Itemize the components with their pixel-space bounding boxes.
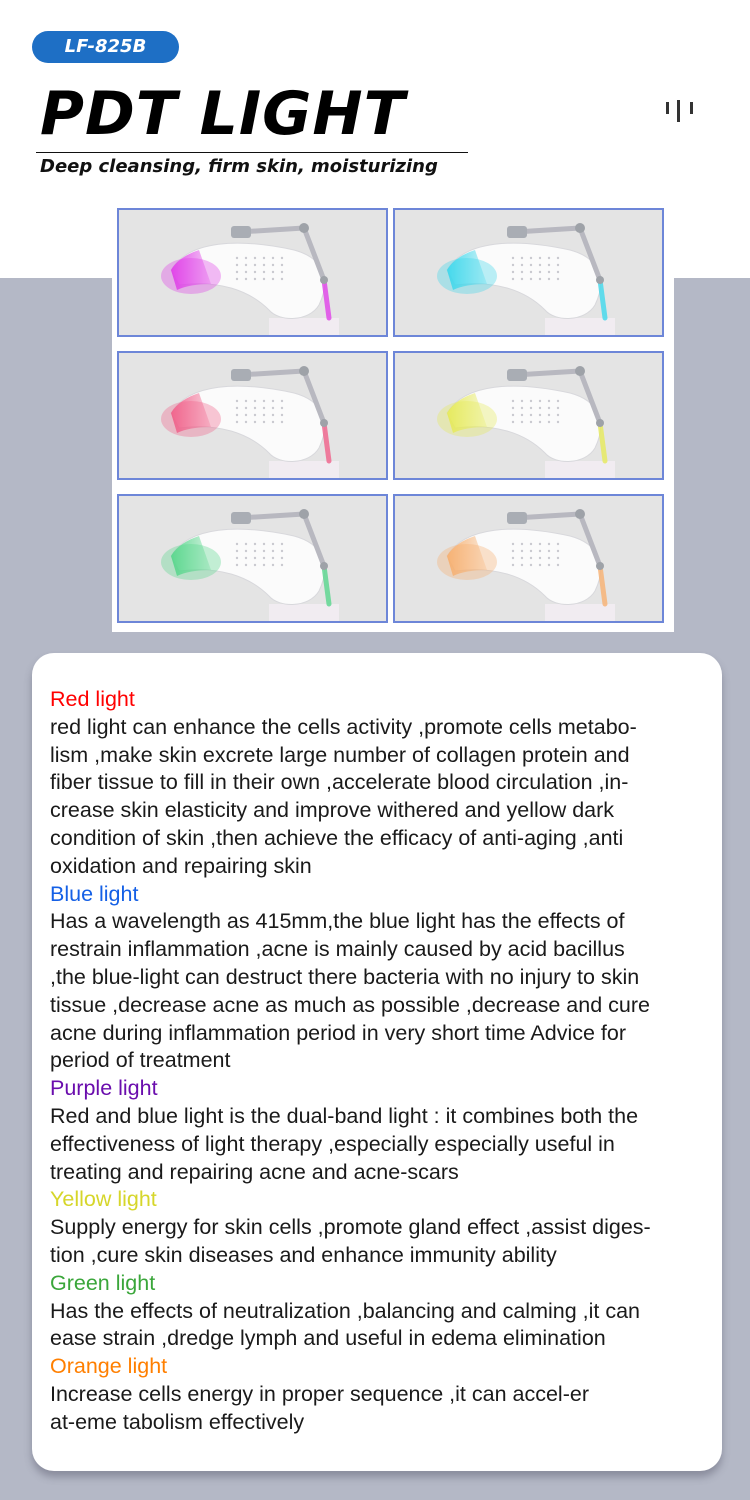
vent-dot xyxy=(521,257,523,259)
arm-joint xyxy=(596,419,604,427)
vent-dot xyxy=(272,400,274,402)
vent-dot xyxy=(263,414,265,416)
line: oxidation and repairing skin xyxy=(50,853,312,878)
vent-dot xyxy=(512,550,514,552)
vent-dot xyxy=(281,257,283,259)
vent-dot xyxy=(557,543,559,545)
vent-dot xyxy=(557,557,559,559)
line: restrain inflammation ,acne is mainly caused by acid bacillus xyxy=(50,937,625,962)
device-gallery xyxy=(112,204,674,632)
vent-dot xyxy=(245,271,247,273)
vent-dot xyxy=(281,414,283,416)
vent-dot xyxy=(521,407,523,409)
vent-dot xyxy=(539,278,541,280)
vent-dot xyxy=(548,400,550,402)
vent-dot xyxy=(548,564,550,566)
vent-dot xyxy=(263,421,265,423)
section-orange xyxy=(50,1353,715,1436)
vent-dot xyxy=(281,271,283,273)
vent-dot xyxy=(512,400,514,402)
line: period of treatment xyxy=(50,1048,231,1073)
vent-dot xyxy=(548,257,550,259)
line: tion ,cure skin diseases and enhance immunity ability xyxy=(50,1242,557,1267)
device-base xyxy=(269,604,339,621)
vent-dot xyxy=(557,564,559,566)
vent-dot xyxy=(512,564,514,566)
vent-dot xyxy=(254,421,256,423)
vent-dot xyxy=(254,543,256,545)
vent-dot xyxy=(539,421,541,423)
vent-dot xyxy=(281,550,283,552)
vent-dot xyxy=(530,421,532,423)
vent-dot xyxy=(530,564,532,566)
vent-dot xyxy=(245,400,247,402)
vent-dot xyxy=(539,414,541,416)
vent-dot xyxy=(272,550,274,552)
arm-joint xyxy=(231,226,251,238)
section-yellow xyxy=(50,1186,715,1269)
vent-dot xyxy=(254,264,256,266)
vent-dot xyxy=(272,257,274,259)
vent-dot xyxy=(254,557,256,559)
line: Has the effects of neutralization ,balancing and calming ,it can xyxy=(50,1298,641,1323)
vent-dot xyxy=(539,564,541,566)
vent-dot xyxy=(254,550,256,552)
arm-joint xyxy=(299,366,309,376)
vent-dot xyxy=(548,543,550,545)
vent-dot xyxy=(548,414,550,416)
vent-dot xyxy=(236,407,238,409)
vent-dot xyxy=(530,264,532,266)
blue-light-heading: Blue light xyxy=(50,881,139,906)
vent-dot xyxy=(236,543,238,545)
vent-dot xyxy=(263,550,265,552)
vent-dot xyxy=(530,557,532,559)
led-glow xyxy=(437,401,497,437)
vent-dot xyxy=(530,271,532,273)
device-photo-orange xyxy=(393,494,664,623)
arm-joint xyxy=(299,223,309,233)
vent-dot xyxy=(245,564,247,566)
green-light-heading: Green light xyxy=(50,1270,156,1295)
vent-dot xyxy=(245,543,247,545)
vent-dot xyxy=(557,257,559,259)
vent-dot xyxy=(263,543,265,545)
vent-dot xyxy=(512,271,514,273)
vent-dot xyxy=(557,414,559,416)
line: Red and blue light is the dual-band light : it combines both the xyxy=(50,1103,639,1128)
line: ease strain ,dredge lymph and useful in edema elimination xyxy=(50,1326,606,1351)
vent-dot xyxy=(521,264,523,266)
device-base xyxy=(269,461,339,478)
vent-dot xyxy=(281,421,283,423)
line: condition of skin ,then achieve the efficacy of anti-aging ,anti xyxy=(50,825,624,850)
vent-dot xyxy=(236,278,238,280)
vent-dot xyxy=(548,550,550,552)
led-glow xyxy=(161,401,221,437)
vent-dot xyxy=(557,421,559,423)
vent-dot xyxy=(236,564,238,566)
vent-dot xyxy=(254,278,256,280)
vent-dot xyxy=(254,407,256,409)
vent-dot xyxy=(281,400,283,402)
vent-dot xyxy=(263,564,265,566)
arm-joint xyxy=(596,276,604,284)
subtitle: Deep cleansing, firm skin, moisturizing xyxy=(40,156,438,177)
vent-dot xyxy=(236,414,238,416)
vent-dot xyxy=(272,407,274,409)
page-title: PDT LIGHT xyxy=(40,79,406,149)
vent-dot xyxy=(245,550,247,552)
vent-dot xyxy=(281,407,283,409)
vent-dot xyxy=(539,257,541,259)
vent-dot xyxy=(245,414,247,416)
line: ,the blue-light can destruct there bacteria with no injury to skin xyxy=(50,964,640,989)
vent-dot xyxy=(539,264,541,266)
device-photo-yellow xyxy=(393,351,664,480)
vent-dot xyxy=(272,271,274,273)
device-base xyxy=(545,318,615,335)
vent-dot xyxy=(254,414,256,416)
vent-dot xyxy=(521,278,523,280)
vent-dot xyxy=(521,421,523,423)
vent-dot xyxy=(539,407,541,409)
arm-joint xyxy=(507,512,527,524)
line: Has a wavelength as 415mm,the blue light has the effects of xyxy=(50,909,625,934)
vent-dot xyxy=(236,421,238,423)
arm-joint xyxy=(507,369,527,381)
red-light-heading: Red light xyxy=(50,687,135,711)
vent-dot xyxy=(272,278,274,280)
orange-light-heading: Orange light xyxy=(50,1354,168,1379)
vent-dot xyxy=(254,400,256,402)
line: effectiveness of light therapy ,especially especially useful in xyxy=(50,1131,615,1156)
vent-dot xyxy=(539,271,541,273)
purple-light-heading: Purple light xyxy=(50,1076,158,1101)
vent-dot xyxy=(557,400,559,402)
vent-dot xyxy=(254,564,256,566)
vent-dot xyxy=(236,271,238,273)
vent-dot xyxy=(281,278,283,280)
line: acne during inflammation period in very short time Advice for xyxy=(50,1020,626,1045)
vent-dot xyxy=(521,564,523,566)
line: tissue ,decrease acne as much as possible ,decrease and cure xyxy=(50,992,650,1017)
led-glow xyxy=(437,544,497,580)
section-blue xyxy=(50,881,715,1076)
vent-dot xyxy=(521,414,523,416)
vent-dot xyxy=(539,550,541,552)
arm-joint xyxy=(320,562,328,570)
vent-dot xyxy=(548,421,550,423)
device-base xyxy=(545,604,615,621)
led-glow xyxy=(161,258,221,294)
device-photo-cyan xyxy=(393,208,664,337)
vent-dot xyxy=(512,414,514,416)
line: lism ,make skin excrete large number of collagen protein and xyxy=(50,742,630,767)
vent-dot xyxy=(521,557,523,559)
vent-dot xyxy=(512,543,514,545)
line: treating and repairing acne and acne-scars xyxy=(50,1159,459,1184)
vent-dot xyxy=(530,278,532,280)
line: crease skin elasticity and improve withered and yellow dark xyxy=(50,798,615,823)
vent-dot xyxy=(245,421,247,423)
vent-dot xyxy=(548,264,550,266)
vent-dot xyxy=(512,257,514,259)
vent-dot xyxy=(548,278,550,280)
vent-dot xyxy=(263,278,265,280)
vent-dot xyxy=(263,257,265,259)
line: Increase cells energy in proper sequence ,it can accel-er xyxy=(50,1381,589,1406)
vent-dot xyxy=(263,557,265,559)
vent-dot xyxy=(272,414,274,416)
model-badge: LF-825B xyxy=(32,31,179,63)
vent-dot xyxy=(263,400,265,402)
tally-mark-icon xyxy=(664,100,696,122)
arm-joint xyxy=(299,509,309,519)
vent-dot xyxy=(245,257,247,259)
vent-dot xyxy=(263,271,265,273)
vent-dot xyxy=(236,400,238,402)
vent-dot xyxy=(236,557,238,559)
vent-dot xyxy=(263,407,265,409)
yellow-light-heading: Yellow light xyxy=(50,1187,157,1212)
vent-dot xyxy=(512,407,514,409)
arm-joint xyxy=(596,562,604,570)
vent-dot xyxy=(548,271,550,273)
vent-dot xyxy=(539,543,541,545)
vent-dot xyxy=(530,400,532,402)
vent-dot xyxy=(281,264,283,266)
arm-joint xyxy=(231,369,251,381)
vent-dot xyxy=(281,564,283,566)
vent-dot xyxy=(557,278,559,280)
line: Supply energy for skin cells ,promote gland effect ,assist diges- xyxy=(50,1215,651,1240)
vent-dot xyxy=(254,271,256,273)
title-divider xyxy=(36,152,468,153)
vent-dot xyxy=(557,550,559,552)
vent-dot xyxy=(236,264,238,266)
vent-dot xyxy=(557,271,559,273)
led-glow xyxy=(437,258,497,294)
vent-dot xyxy=(254,257,256,259)
vent-dot xyxy=(245,278,247,280)
device-base xyxy=(269,318,339,335)
vent-dot xyxy=(272,557,274,559)
line: fiber tissue to fill in their own ,accelerate blood circulation ,in- xyxy=(50,770,629,795)
arm-joint xyxy=(231,512,251,524)
vent-dot xyxy=(272,264,274,266)
vent-dot xyxy=(236,550,238,552)
vent-dot xyxy=(557,264,559,266)
section-red xyxy=(50,686,715,881)
section-purple xyxy=(50,1075,715,1186)
vent-dot xyxy=(539,557,541,559)
vent-dot xyxy=(521,550,523,552)
vent-dot xyxy=(539,400,541,402)
led-glow xyxy=(161,544,221,580)
device-base xyxy=(545,461,615,478)
vent-dot xyxy=(530,414,532,416)
device-photo-red xyxy=(117,351,388,480)
line: red light can enhance the cells activity ,promote cells metabo- xyxy=(50,714,637,739)
section-green xyxy=(50,1270,715,1353)
vent-dot xyxy=(281,557,283,559)
device-photo-green xyxy=(117,494,388,623)
vent-dot xyxy=(530,543,532,545)
vent-dot xyxy=(512,278,514,280)
vent-dot xyxy=(263,264,265,266)
vent-dot xyxy=(521,271,523,273)
vent-dot xyxy=(530,550,532,552)
vent-dot xyxy=(245,264,247,266)
vent-dot xyxy=(548,407,550,409)
vent-dot xyxy=(245,557,247,559)
line: at-eme tabolism effectively xyxy=(50,1409,305,1434)
vent-dot xyxy=(236,257,238,259)
arm-joint xyxy=(575,509,585,519)
vent-dot xyxy=(512,557,514,559)
vent-dot xyxy=(512,421,514,423)
vent-dot xyxy=(530,407,532,409)
vent-dot xyxy=(512,264,514,266)
vent-dot xyxy=(272,543,274,545)
vent-dot xyxy=(272,564,274,566)
vent-dot xyxy=(521,400,523,402)
vent-dot xyxy=(530,257,532,259)
device-photo-purple xyxy=(117,208,388,337)
light-descriptions xyxy=(50,686,715,1437)
vent-dot xyxy=(521,543,523,545)
arm-joint xyxy=(320,276,328,284)
vent-dot xyxy=(557,407,559,409)
arm-joint xyxy=(507,226,527,238)
arm-joint xyxy=(575,366,585,376)
vent-dot xyxy=(272,421,274,423)
vent-dot xyxy=(245,407,247,409)
vent-dot xyxy=(548,557,550,559)
arm-joint xyxy=(575,223,585,233)
vent-dot xyxy=(281,543,283,545)
arm-joint xyxy=(320,419,328,427)
